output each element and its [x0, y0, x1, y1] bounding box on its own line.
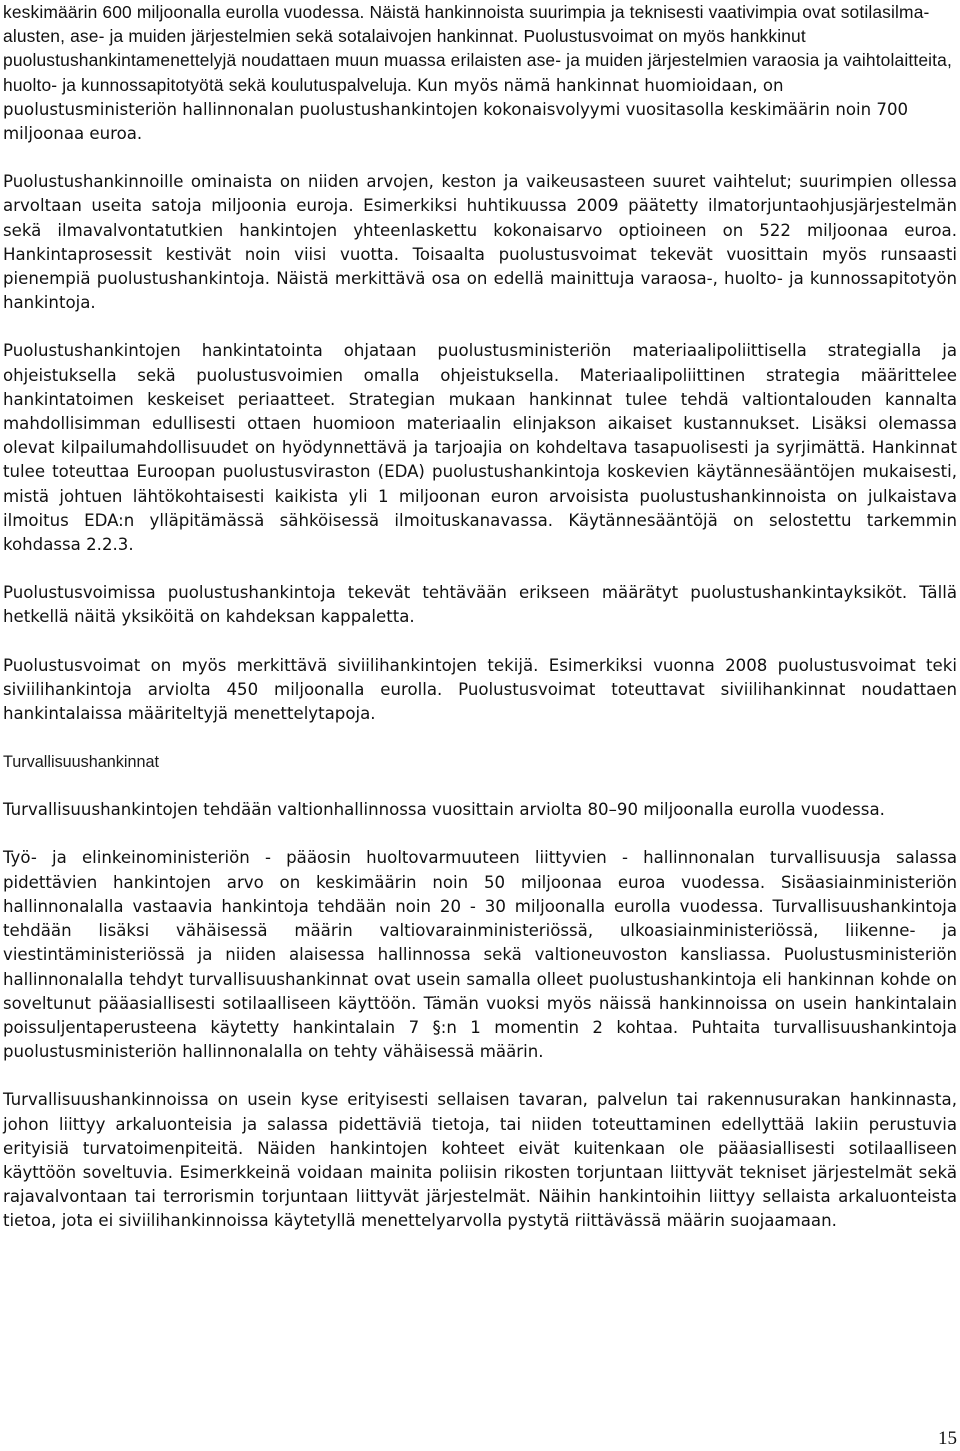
paragraph-gap [3, 822, 957, 846]
page-number: 15 [938, 1428, 957, 1449]
paragraph-gap [3, 774, 957, 798]
paragraph-gap [3, 630, 957, 654]
paragraph-gap [3, 726, 957, 750]
document-page [3, 0, 957, 1234]
paragraph-security-procurement-volume: Turvallisuushankintojen tehdään valtionhallinnossa vuosittain arviolta 80–90 miljoonalla eurolla vuodessa. [3, 800, 885, 820]
paragraph-text: keskimäärin 600 miljoonalla eurolla vuodessa. Näistä hankinnoista suurimpia ja teknisesti vaativimpia ovat sotilasilma-alusten, ase- ja muiden järjestelmien sekä sotalaivojen hankinnat. Puolustusvoimat on myös hankkinut puolustushankintamenettelyjä noudattaen muun muassa erilaisten ase- ja muiden järjestelmien varaosia ja vaihtolaitteita, huolto- ja kunnossapitotyötä sekä koulutuspalveluja. [3, 2, 952, 95]
section-heading: Turvallisuushankinnat [3, 753, 159, 772]
paragraph-procurement-units: Puolustusvoimissa puolustushankintoja tekevät tehtävään erikseen määrätyt puolustushankintayksiköt. Tällä hetkellä näitä yksiköitä on kahdeksan kappaletta. [3, 583, 957, 627]
paragraph-procurement-strategy: Puolustushankintojen hankintatointa ohjataan puolustusministeriön materiaalipoliittisella strategialla ja ohjeistuksella sekä puolustusvoimien omalla ohjeistuksella. Materiaalipoliittinen strategia määrittelee hankintatoimen keskeiset periaatteet. Strategian mukaan hankinnat tulee tehdä valtiontalouden kannalta mahdollisimman edullisesti ottaen huomioon materiaalin elinjakson aikaiset kustannukset. Lisäksi olemassa olevat kilpailumahdollisuudet on hyödynnettävä ja tarjoajia on kohdeltava tasapuolisesti ja syrjimättä. Hankinnat tulee toteuttaa Euroopan puolustusviraston (EDA) puolustushankintoja koskevien käytännesääntöjen mukaisesti, mistä johtuen lähtökohtaisesti kaikista yli 1 miljoonan euron arvoisista puolustushankinnoista on julkaistava ilmoitus EDA:n ylläpitämässä sähköisessä ilmoituskanavassa. Käytännesääntöjä on selostettu tarkemmin kohdassa 2.2.3. [3, 341, 957, 555]
paragraph-security-procurement-nature: Turvallisuushankinnoissa on usein kyse erityisesti sellaisen tavaran, palvelun tai rakennusurakan hankinnasta, johon liittyy arkaluonteisia ja salassa pidettäviä tietoja, tai niiden toteuttaminen edellyttää lakiin perustuvia erityisiä turvatoimenpiteitä. Näiden hankintojen kohteet eivät kuitenkaan ole pääasiallisesti sotilaalliseen käyttöön soveltuvia. Esimerkkeinä voidaan mainita poliisin rikosten torjuntaan liittyvät tekniset järjestelmät sekä rajavalvontaan tai terrorismin torjuntaan liittyvät järjestelmät. Näihin hankintoihin liittyy sellaista arkaluonteista tietoa, jota ei siviilihankinnoissa käytetyllä menettelyarvolla pystytä riittävässä määrin suojaamaan. [3, 1090, 957, 1231]
paragraph-security-procurement-ministries: Työ- ja elinkeinoministeriön - pääosin huoltovarmuuteen liittyvien - hallinnonalan turvallisuusja salassa pidettävien hankintojen arvo on keskimäärin noin 50 miljoonaa euroa vuodessa. Sisäasiainministeriön hallinnonalalla vastaavia hankintoja tehdään noin 20 - 30 miljoonalla eurolla vuodessa. Turvallisuushankintoja tehdään lisäksi vähäisessä määrin valtiovarainministeriössä, ulkoasiainministeriössä, liikenne- ja viestintäministeriössä ja niiden alaisessa hallinnossa sekä valtioneuvoston kansliassa. Puolustusministeriön hallinnonalalla tehdyt turvallisuushankinnat ovat usein samalla olleet puolustushankintoja eli hankinnan kohde on soveltunut pääasiallisesti sotilaalliseen käyttöön. Tämän vuoksi myös näissä hankinnoissa on usein hankintalain poissuljentaperusteena käytetty hankintalain 7 §:n 1 momentin 2 kohtaa. Puhtaita turvallisuushankintoja puolustusministeriön hallinnonalalla on tehty vähäisessä määrin. [3, 848, 957, 1062]
paragraph-gap [3, 1064, 957, 1088]
paragraph-text: Kun myös nämä hankinnat huomioidaan, on puolustusministeriön hallinnonalan puolustushankintojen kokonaisvolyymi vuositasolla keskimäärin noin 700 miljoonaa euroa. [3, 75, 909, 144]
paragraph-civil-procurement: Puolustusvoimat on myös merkittävä siviilihankintojen tekijä. Esimerkiksi vuonna 2008 puolustusvoimat teki siviilihankintoja arviolta 450 miljoonalla eurolla. Puolustusvoimat toteuttavat siviilihankinnat noudattaen hankintalaissa määriteltyjä menettelytapoja. [3, 655, 957, 724]
paragraph-gap [3, 557, 957, 581]
paragraph-gap [3, 315, 957, 339]
paragraph-defence-procurement-characteristics: Puolustushankinnoille ominaista on niiden arvojen, keston ja vaikeusasteen suuret vaihtelut; suurimpien ollessa arvoltaan useita satoja miljoonia euroja. Esimerkiksi huhtikuussa 2009 päätetty ilmatorjuntaohjusjärjestelmän sekä ilmavalvontatutkien hankintojen yhteenlaskettu kokonaisarvo optioineen on 522 miljoonaa euroa. Hankintaprosessit kestivät noin viisi vuotta. Toisaalta puolustusvoimat tekevät vuosittain myös runsaasti pienempiä puolustushankintoja. Näistä merkittävä osa on edellä mainittuja varaosa-, huolto- ja kunnossapitotyön hankintoja. [3, 172, 957, 313]
paragraph-gap [3, 146, 957, 170]
